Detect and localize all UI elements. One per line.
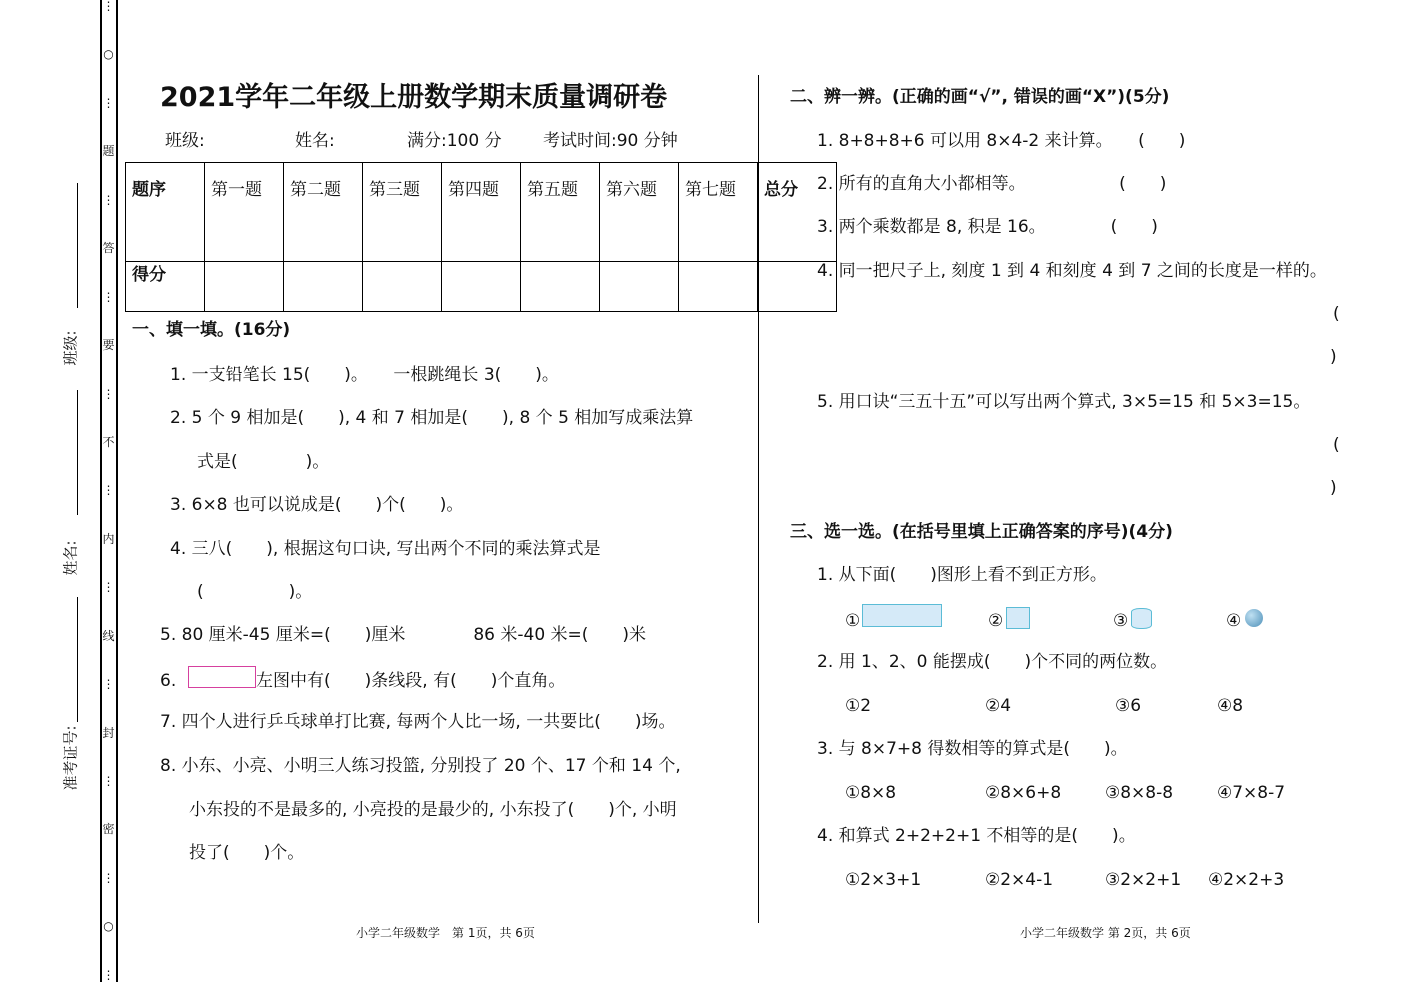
score-table <box>125 162 837 312</box>
table-header: 总分 <box>758 163 837 262</box>
score-cell[interactable] <box>442 262 521 312</box>
info-class: 班级: <box>165 131 205 151</box>
section-3-title: 三、选一选。(在括号里填上正确答案的序号)(4分) <box>790 522 1173 542</box>
question-line: 8. 小东、小亮、小明三人练习投篮, 分别投了 20 个、17 个和 14 个, <box>160 756 681 776</box>
info-full-score: 满分:100 分 <box>407 131 502 151</box>
option: ①2×3+1 <box>845 870 922 890</box>
seal-char: ○ <box>103 919 114 934</box>
option: ③6 <box>1115 696 1142 716</box>
judge-item: 5. 用口诀“三五十五”可以写出两个算式, 3×5=15 和 5×3=15。 <box>817 392 1311 412</box>
question-line: 小东投的不是最多的, 小亮投的是最少的, 小东投了( )个, 小明 <box>189 800 677 820</box>
question-line: 1. 一支铅笔长 15( )。 一根跳绳长 3( )。 <box>170 365 559 385</box>
option: ① <box>845 611 861 631</box>
score-cell[interactable] <box>679 262 758 312</box>
name-label: 姓名: <box>61 540 80 576</box>
question-line: 左图中有( )条线段, 有( )个直角。 <box>256 671 566 691</box>
seal-char: 内 <box>102 531 115 546</box>
class-label: 班级: <box>61 330 80 366</box>
score-cell[interactable] <box>521 262 600 312</box>
choice-question: 3. 与 8×7+8 得数相等的算式是( )。 <box>817 739 1128 759</box>
option: ④2×2+3 <box>1208 870 1285 890</box>
table-header: 第一题 <box>205 163 284 262</box>
score-cell[interactable] <box>363 262 442 312</box>
score-cell[interactable] <box>205 262 284 312</box>
judge-item: 2. 所有的直角大小都相等。 ( ) <box>817 174 1167 194</box>
margin-line-right <box>116 0 118 982</box>
table-header: 第四题 <box>442 163 521 262</box>
option: ④ <box>1226 611 1242 631</box>
question-line: 5. 80 厘米-45 厘米=( )厘米 86 米-40 米=( )米 <box>160 625 647 645</box>
answer-paren-close: ) <box>1330 347 1337 367</box>
seal-char: 不 <box>102 434 115 449</box>
score-row-label: 得分 <box>126 262 205 312</box>
class-field[interactable] <box>77 183 78 308</box>
seal-char: 线 <box>102 628 115 643</box>
page-title: 2021学年二年级上册数学期末质量调研卷 <box>160 82 668 113</box>
seal-char: ○ <box>103 47 114 62</box>
option: ②4 <box>985 696 1012 716</box>
seal-char: 题 <box>102 144 115 159</box>
table-header: 第六题 <box>600 163 679 262</box>
seal-char: 答 <box>102 241 115 256</box>
question-line: 4. 三八( ), 根据这句口诀, 写出两个不同的乘法算式是 <box>170 539 601 559</box>
option: ③2×2+1 <box>1105 870 1182 890</box>
table-header: 第三题 <box>363 163 442 262</box>
score-cell[interactable] <box>600 262 679 312</box>
judge-item: 3. 两个乘数都是 8, 积是 16。 ( ) <box>817 217 1158 237</box>
exam-id-field[interactable] <box>77 597 78 722</box>
question-line: 式是( )。 <box>197 452 330 472</box>
info-time: 考试时间:90 分钟 <box>543 131 678 151</box>
option: ③ <box>1113 611 1129 631</box>
option: ④7×8-7 <box>1217 783 1286 803</box>
footer-page-1: 小学二年级数学 第 1页，共 6页 <box>356 926 535 940</box>
option: ② <box>988 611 1004 631</box>
table-header: 第二题 <box>284 163 363 262</box>
table-header: 第五题 <box>521 163 600 262</box>
question-line: 2. 5 个 9 相加是( ), 4 和 7 相加是( ), 8 个 5 相加写成乘法算 <box>170 408 694 428</box>
section-2-title: 二、辨一辨。(正确的画“√”, 错误的画“X”)(5分) <box>790 87 1170 107</box>
option: ①8×8 <box>845 783 897 803</box>
question-line: ( )。 <box>197 582 313 602</box>
section-1-title: 一、填一填。(16分) <box>132 320 291 340</box>
answer-paren-open: ( <box>1333 304 1340 324</box>
judge-item: 4. 同一把尺子上, 刻度 1 到 4 和刻度 4 到 7 之间的长度是一样的。 <box>817 261 1327 281</box>
question-line: 6. <box>160 671 177 691</box>
question-line: 3. 6×8 也可以说成是( )个( )。 <box>170 495 464 515</box>
answer-paren-open: ( <box>1333 435 1340 455</box>
cylinder-icon <box>1131 608 1152 629</box>
seal-char: 要 <box>102 338 115 353</box>
cuboid-icon <box>862 604 942 627</box>
seal-line: ⋮ ○ ⋮ 题 ⋮ 答 ⋮ 要 ⋮ 不 ⋮ 内 ⋮ 线 ⋮ 封 ⋮ 密 ⋮ ○ ⋮ <box>102 0 115 982</box>
option: ④8 <box>1217 696 1244 716</box>
option: ②2×4-1 <box>985 870 1054 890</box>
question-line: 投了( )个。 <box>189 843 305 863</box>
option: ②8×6+8 <box>985 783 1062 803</box>
footer-page-2: 小学二年级数学 第 2页，共 6页 <box>1020 926 1191 940</box>
info-name: 姓名: <box>295 131 335 151</box>
table-header: 题序 <box>126 163 205 262</box>
option: ①2 <box>845 696 872 716</box>
name-field[interactable] <box>77 390 78 515</box>
choice-question: 2. 用 1、2、0 能摆成( )个不同的两位数。 <box>817 652 1168 672</box>
table-header: 第七题 <box>679 163 758 262</box>
exam-id-label: 准考证号: <box>61 725 80 791</box>
judge-item: 1. 8+8+8+6 可以用 8×4-2 来计算。 ( ) <box>817 131 1186 151</box>
rectangle-figure <box>188 666 256 688</box>
cube-icon <box>1006 607 1030 629</box>
choice-question: 1. 从下面( )图形上看不到正方形。 <box>817 565 1107 585</box>
answer-paren-close: ) <box>1330 478 1337 498</box>
seal-char: 密 <box>102 822 115 837</box>
question-line: 7. 四个人进行乒乓球单打比赛, 每两个人比一场, 一共要比( )场。 <box>160 712 676 732</box>
option: ③8×8-8 <box>1105 783 1174 803</box>
choice-question: 4. 和算式 2+2+2+1 不相等的是( )。 <box>817 826 1136 846</box>
seal-char: 封 <box>102 725 115 740</box>
score-cell[interactable] <box>284 262 363 312</box>
sphere-icon <box>1245 609 1263 627</box>
